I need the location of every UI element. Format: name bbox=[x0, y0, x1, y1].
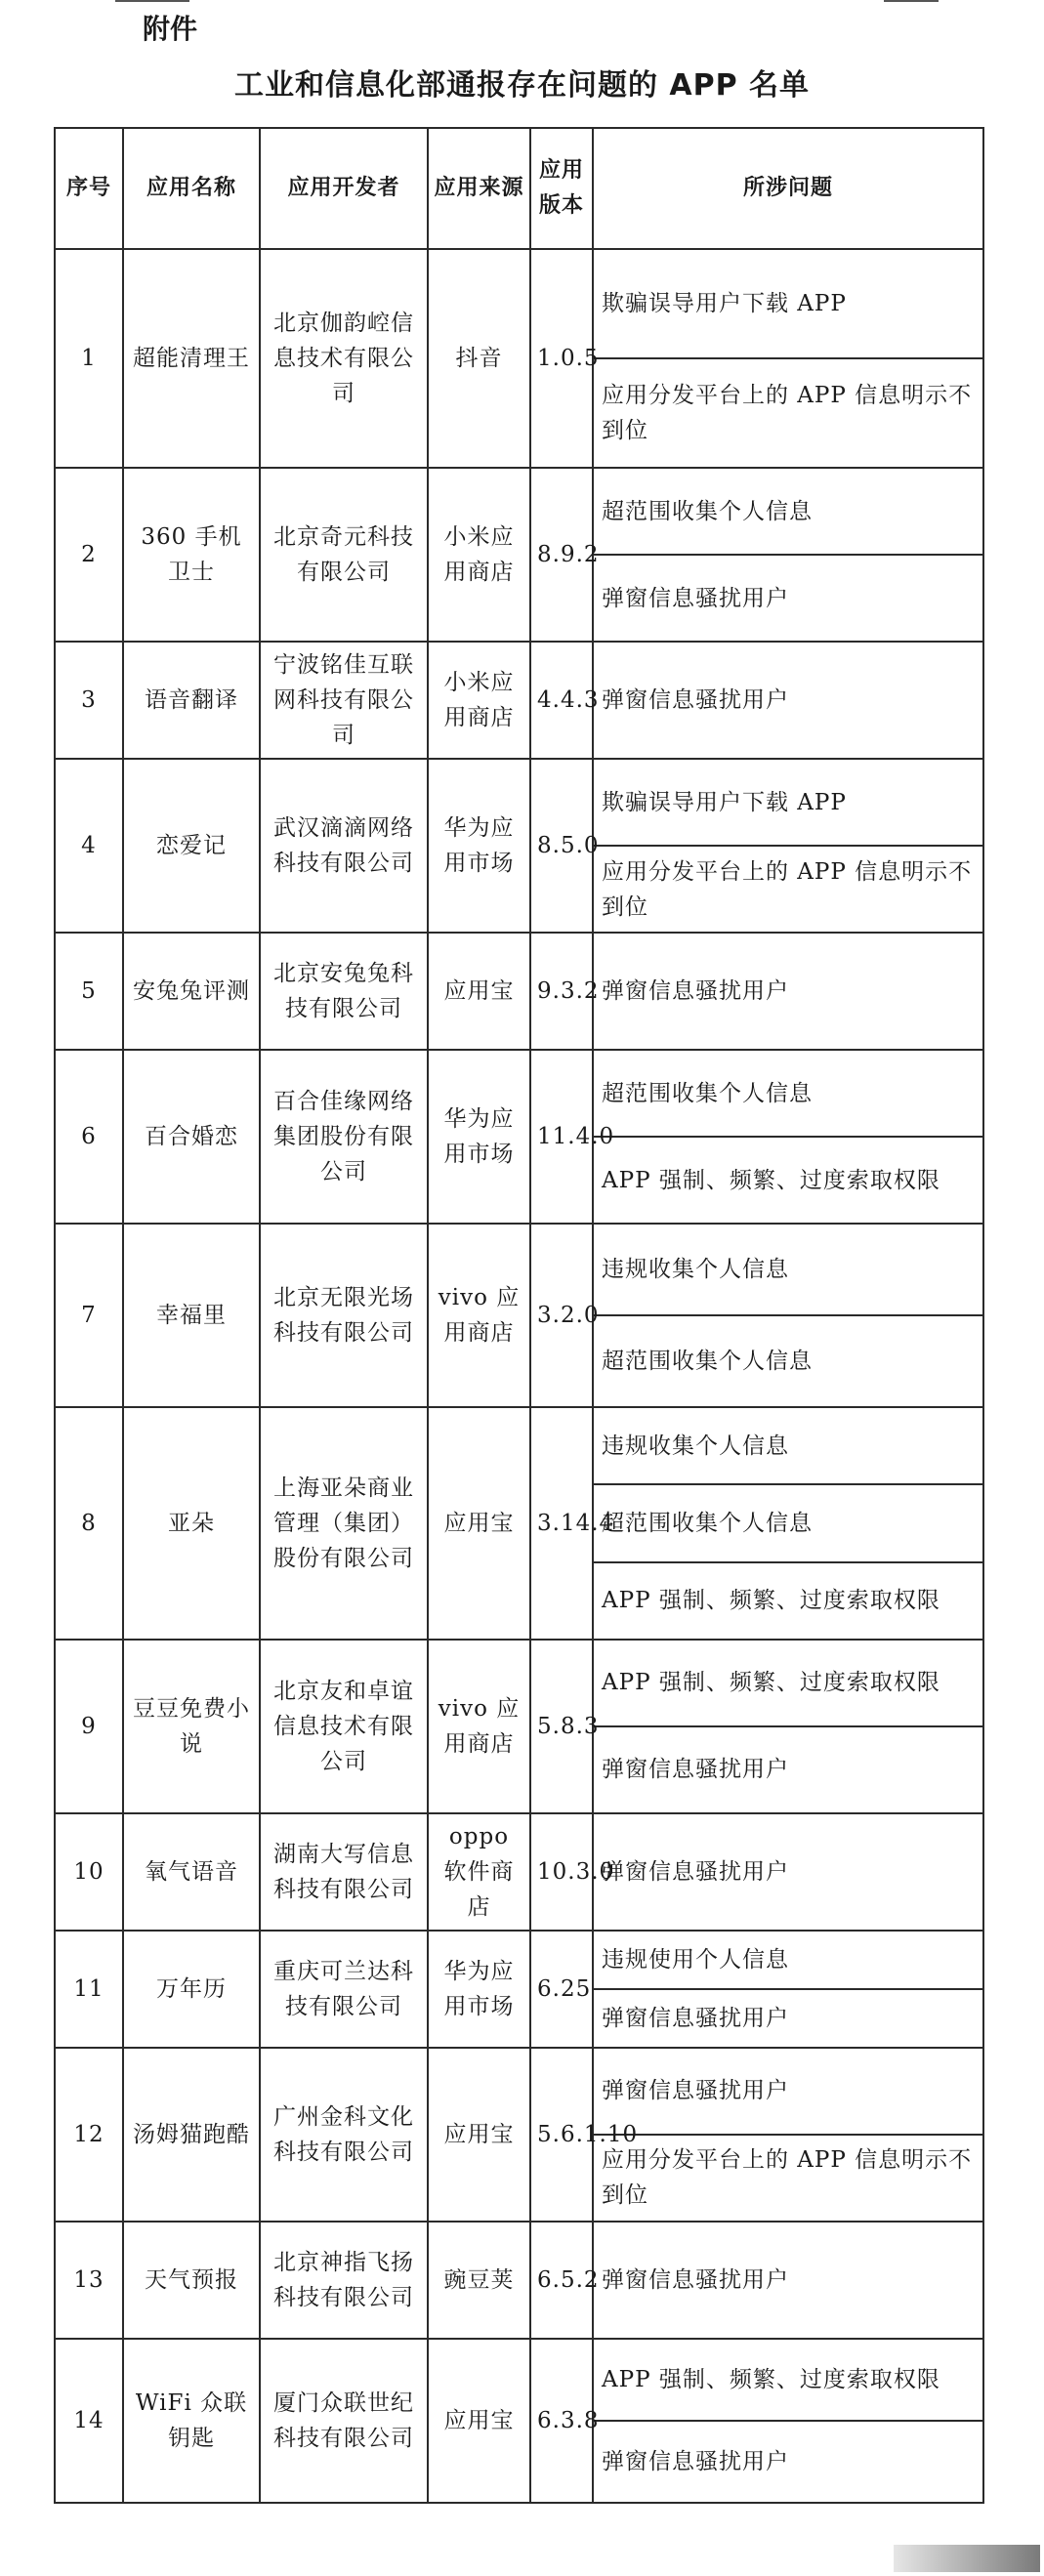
cell-source: 抖音 bbox=[428, 249, 530, 468]
header-name: 应用名称 bbox=[123, 128, 260, 249]
table-row bbox=[55, 468, 983, 555]
cell-version: 5.6.1.10 bbox=[530, 2048, 593, 2222]
cell-app-name: 万年历 bbox=[123, 1931, 260, 2048]
cell-app-name: 幸福里 bbox=[123, 1224, 260, 1407]
cell-issue: 超范围收集个人信息 bbox=[593, 1315, 983, 1407]
cell-version: 11.4.0 bbox=[530, 1050, 593, 1224]
table-row bbox=[55, 1224, 983, 1315]
cell-developer: 北京无限光场科技有限公司 bbox=[260, 1224, 428, 1407]
table-row bbox=[55, 759, 983, 846]
cell-source: 小米应用商店 bbox=[428, 468, 530, 642]
cell-developer: 厦门众联世纪科技有限公司 bbox=[260, 2339, 428, 2503]
cell-app-name: 超能清理王 bbox=[123, 249, 260, 468]
table-row bbox=[55, 642, 983, 759]
table-header-row bbox=[55, 128, 983, 249]
cell-seq: 1 bbox=[55, 249, 123, 468]
cell-issue: 弹窗信息骚扰用户 bbox=[593, 1989, 983, 2048]
table-row bbox=[55, 249, 983, 358]
cell-issue: 违规使用个人信息 bbox=[593, 1931, 983, 1989]
header-seq: 序号 bbox=[55, 128, 123, 249]
cell-app-name: 汤姆猫跑酷 bbox=[123, 2048, 260, 2222]
table-body bbox=[55, 249, 983, 2503]
cell-version: 4.4.3 bbox=[530, 642, 593, 759]
cell-source: 小米应用商店 bbox=[428, 642, 530, 759]
cell-seq: 3 bbox=[55, 642, 123, 759]
cell-seq: 5 bbox=[55, 933, 123, 1050]
cell-app-name: 豆豆免费小说 bbox=[123, 1640, 260, 1813]
cell-developer: 北京安兔兔科技有限公司 bbox=[260, 933, 428, 1050]
cell-source: 应用宝 bbox=[428, 933, 530, 1050]
table-row bbox=[55, 1813, 983, 1931]
cell-developer: 宁波铭佳互联网科技有限公司 bbox=[260, 642, 428, 759]
cell-app-name: 氧气语音 bbox=[123, 1813, 260, 1931]
cell-issue: 应用分发平台上的 APP 信息明示不到位 bbox=[593, 2135, 983, 2222]
cell-version: 6.25 bbox=[530, 1931, 593, 2048]
cell-app-name: WiFi 众联钥匙 bbox=[123, 2339, 260, 2503]
cell-version: 3.14.4 bbox=[530, 1407, 593, 1640]
cell-developer: 百合佳缘网络集团股份有限公司 bbox=[260, 1050, 428, 1224]
table-row bbox=[55, 1640, 983, 1726]
cell-seq: 9 bbox=[55, 1640, 123, 1813]
cell-issue: 弹窗信息骚扰用户 bbox=[593, 933, 983, 1050]
cell-seq: 2 bbox=[55, 468, 123, 642]
attachment-label: 附件 bbox=[143, 13, 198, 45]
header-issues: 所涉问题 bbox=[593, 128, 983, 249]
cell-version: 3.2.0 bbox=[530, 1224, 593, 1407]
table-row bbox=[55, 1050, 983, 1137]
top-rule-right bbox=[884, 0, 939, 2]
cell-source: vivo 应用商店 bbox=[428, 1640, 530, 1813]
cell-app-name: 360 手机卫士 bbox=[123, 468, 260, 642]
cell-version: 5.8.3 bbox=[530, 1640, 593, 1813]
cell-issue: 弹窗信息骚扰用户 bbox=[593, 2222, 983, 2339]
table-row bbox=[55, 1407, 983, 1484]
cell-source: 华为应用市场 bbox=[428, 1050, 530, 1224]
cell-source: 华为应用市场 bbox=[428, 759, 530, 933]
table-row bbox=[55, 2339, 983, 2421]
cell-version: 10.3.0 bbox=[530, 1813, 593, 1931]
app-list-table bbox=[54, 127, 984, 2504]
table-row bbox=[55, 933, 983, 1050]
cell-developer: 广州金科文化科技有限公司 bbox=[260, 2048, 428, 2222]
cell-developer: 重庆可兰达科技有限公司 bbox=[260, 1931, 428, 2048]
header-developer: 应用开发者 bbox=[260, 128, 428, 249]
cell-source: oppo 软件商店 bbox=[428, 1813, 530, 1931]
cell-issue: 超范围收集个人信息 bbox=[593, 468, 983, 555]
cell-seq: 8 bbox=[55, 1407, 123, 1640]
cell-source: vivo 应用商店 bbox=[428, 1224, 530, 1407]
bottom-gradient-bar bbox=[894, 2545, 1040, 2572]
cell-source: 华为应用市场 bbox=[428, 1931, 530, 2048]
cell-issue: APP 强制、频繁、过度索取权限 bbox=[593, 1137, 983, 1224]
cell-app-name: 语音翻译 bbox=[123, 642, 260, 759]
cell-developer: 北京奇元科技有限公司 bbox=[260, 468, 428, 642]
cell-app-name: 亚朵 bbox=[123, 1407, 260, 1640]
cell-issue: APP 强制、频繁、过度索取权限 bbox=[593, 1640, 983, 1726]
page-title: 工业和信息化部通报存在问题的 APP 名单 bbox=[233, 68, 811, 103]
cell-issue: 应用分发平台上的 APP 信息明示不到位 bbox=[593, 358, 983, 468]
header-version: 应用版本 bbox=[530, 128, 593, 249]
cell-seq: 10 bbox=[55, 1813, 123, 1931]
cell-seq: 14 bbox=[55, 2339, 123, 2503]
cell-developer: 北京友和卓谊信息技术有限公司 bbox=[260, 1640, 428, 1813]
table-row bbox=[55, 2222, 983, 2339]
cell-developer: 北京神指飞扬科技有限公司 bbox=[260, 2222, 428, 2339]
cell-version: 6.5.2 bbox=[530, 2222, 593, 2339]
cell-issue: 弹窗信息骚扰用户 bbox=[593, 642, 983, 759]
cell-issue: 应用分发平台上的 APP 信息明示不到位 bbox=[593, 846, 983, 933]
cell-version: 8.9.2 bbox=[530, 468, 593, 642]
cell-seq: 6 bbox=[55, 1050, 123, 1224]
cell-source: 应用宝 bbox=[428, 2048, 530, 2222]
top-rule-left bbox=[115, 0, 189, 2]
cell-version: 9.3.2 bbox=[530, 933, 593, 1050]
table-row bbox=[55, 1931, 983, 1989]
cell-app-name: 天气预报 bbox=[123, 2222, 260, 2339]
cell-source: 豌豆荚 bbox=[428, 2222, 530, 2339]
cell-version: 6.3.8 bbox=[530, 2339, 593, 2503]
cell-issue: APP 强制、频繁、过度索取权限 bbox=[593, 1562, 983, 1640]
cell-developer: 上海亚朵商业管理（集团）股份有限公司 bbox=[260, 1407, 428, 1640]
cell-developer: 武汉滴滴网络科技有限公司 bbox=[260, 759, 428, 933]
cell-issue: 弹窗信息骚扰用户 bbox=[593, 1813, 983, 1931]
cell-version: 8.5.0 bbox=[530, 759, 593, 933]
cell-issue: 弹窗信息骚扰用户 bbox=[593, 2048, 983, 2135]
cell-source: 应用宝 bbox=[428, 2339, 530, 2503]
cell-developer: 湖南大写信息科技有限公司 bbox=[260, 1813, 428, 1931]
cell-issue: 超范围收集个人信息 bbox=[593, 1050, 983, 1137]
cell-app-name: 安兔兔评测 bbox=[123, 933, 260, 1050]
cell-app-name: 百合婚恋 bbox=[123, 1050, 260, 1224]
cell-seq: 13 bbox=[55, 2222, 123, 2339]
cell-issue: 违规收集个人信息 bbox=[593, 1224, 983, 1315]
cell-issue: 违规收集个人信息 bbox=[593, 1407, 983, 1484]
cell-issue: 弹窗信息骚扰用户 bbox=[593, 2421, 983, 2503]
header-source: 应用来源 bbox=[428, 128, 530, 249]
cell-version: 1.0.5 bbox=[530, 249, 593, 468]
cell-issue: APP 强制、频繁、过度索取权限 bbox=[593, 2339, 983, 2421]
cell-app-name: 恋爱记 bbox=[123, 759, 260, 933]
table-row bbox=[55, 2048, 983, 2135]
cell-issue: 弹窗信息骚扰用户 bbox=[593, 555, 983, 642]
cell-seq: 4 bbox=[55, 759, 123, 933]
cell-seq: 7 bbox=[55, 1224, 123, 1407]
cell-developer: 北京伽韵崆信息技术有限公司 bbox=[260, 249, 428, 468]
cell-source: 应用宝 bbox=[428, 1407, 530, 1640]
cell-seq: 11 bbox=[55, 1931, 123, 2048]
cell-issue: 超范围收集个人信息 bbox=[593, 1484, 983, 1561]
cell-issue: 欺骗误导用户下载 APP bbox=[593, 249, 983, 358]
cell-issue: 欺骗误导用户下载 APP bbox=[593, 759, 983, 846]
cell-issue: 弹窗信息骚扰用户 bbox=[593, 1726, 983, 1813]
cell-seq: 12 bbox=[55, 2048, 123, 2222]
